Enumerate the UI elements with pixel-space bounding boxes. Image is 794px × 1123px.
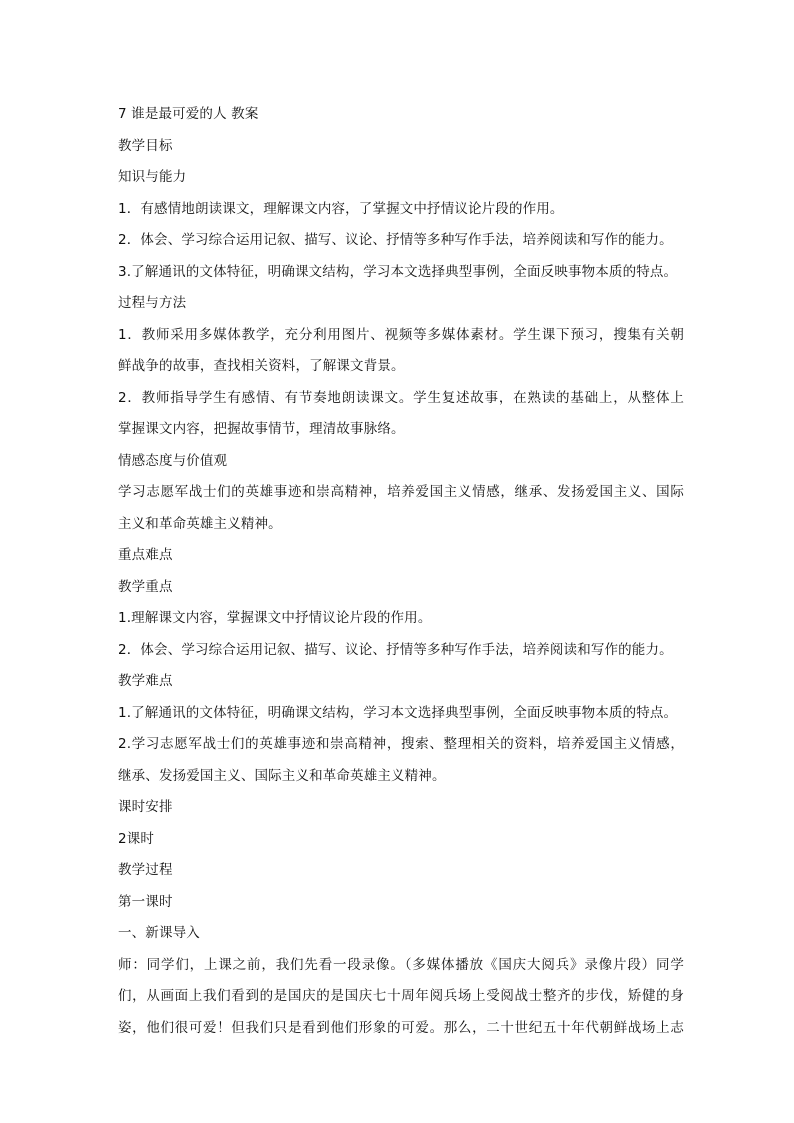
- paragraph-line: 师：同学们，上课之前，我们先看一段录像。（多媒体播放《国庆大阅兵》录像片段）同学: [118, 956, 684, 973]
- subsection-heading: 一、新课导入: [118, 925, 200, 941]
- paragraph-line: 姿，他们很可爱！但我们只是看到他们形象的可爱。那么，二十世纪五十年代朝鲜战场上志: [118, 1019, 684, 1036]
- subsection-heading: 情感态度与价值观: [118, 452, 228, 469]
- paragraph-line: 继承、发扬爱国主义、国际主义和革命英雄主义精神。: [118, 767, 446, 784]
- paragraph-line: 1．教师采用多媒体教学，充分利用图片、视频等多媒体素材。学生课下预习，搜集有关朝: [118, 326, 684, 343]
- paragraph-line: 们，从画面上我们看到的是国庆的是国庆七十周年阅兵场上受阅战士整齐的步伐，矫健的身: [118, 988, 684, 1004]
- document-body: [118, 99, 684, 1044]
- subsection-heading: 教学难点: [118, 673, 173, 689]
- paragraph-line: 2.学习志愿军战士们的英雄事迹和崇高精神，搜索、整理相关的资料，培养爱国主义情感，: [118, 736, 684, 752]
- paragraph-line: 掌握课文内容，把握故事情节，理清故事脉络。: [118, 421, 405, 437]
- subsection-heading: 第一课时: [118, 893, 173, 910]
- section-heading: 课时安排: [118, 799, 173, 815]
- paragraph-line: 2．教师指导学生有感情、有节奏地朗读课文。学生复述故事，在熟读的基础上，从整体上: [118, 389, 684, 406]
- paragraph-line: 主义和革命英雄主义精神。: [118, 515, 282, 532]
- subsection-heading: 过程与方法: [118, 295, 187, 311]
- paragraph-line: 1.了解通讯的文体特征，明确课文结构，学习本文选择典型事例，全面反映事物本质的特点。: [118, 704, 678, 721]
- document-title: 7 谁是最可爱的人 教案: [118, 106, 259, 122]
- paragraph-line: 2．体会、学习综合运用记叙、描写、议论、抒情等多种写作手法，培养阅读和写作的能力。: [118, 232, 673, 248]
- paragraph-line: 2课时: [118, 830, 155, 847]
- paragraph-line: 1．有感情地朗读课文，理解课文内容，了掌握文中抒情议论片段的作用。: [118, 200, 564, 217]
- section-heading: 重点难点: [118, 547, 173, 563]
- section-heading: 教学目标: [118, 137, 173, 154]
- paragraph-line: 1.理解课文内容，掌握课文中抒情议论片段的作用。: [118, 610, 432, 626]
- paragraph-line: 2．体会、学习综合运用记叙、描写、议论、抒情等多种写作手法，培养阅读和写作的能力。: [118, 641, 673, 658]
- subsection-heading: 知识与能力: [118, 169, 187, 185]
- section-heading: 教学过程: [118, 862, 173, 878]
- paragraph-line: 鲜战争的故事，查找相关资料，了解课文背景。: [118, 358, 405, 374]
- paragraph-line: 3.了解通讯的文体特征，明确课文结构，学习本文选择典型事例，全面反映事物本质的特点。: [118, 263, 678, 280]
- paragraph-line: 学习志愿军战士们的英雄事迹和崇高精神，培养爱国主义情感，继承、发扬爱国主义、国际: [118, 484, 684, 500]
- subsection-heading: 教学重点: [118, 578, 173, 595]
